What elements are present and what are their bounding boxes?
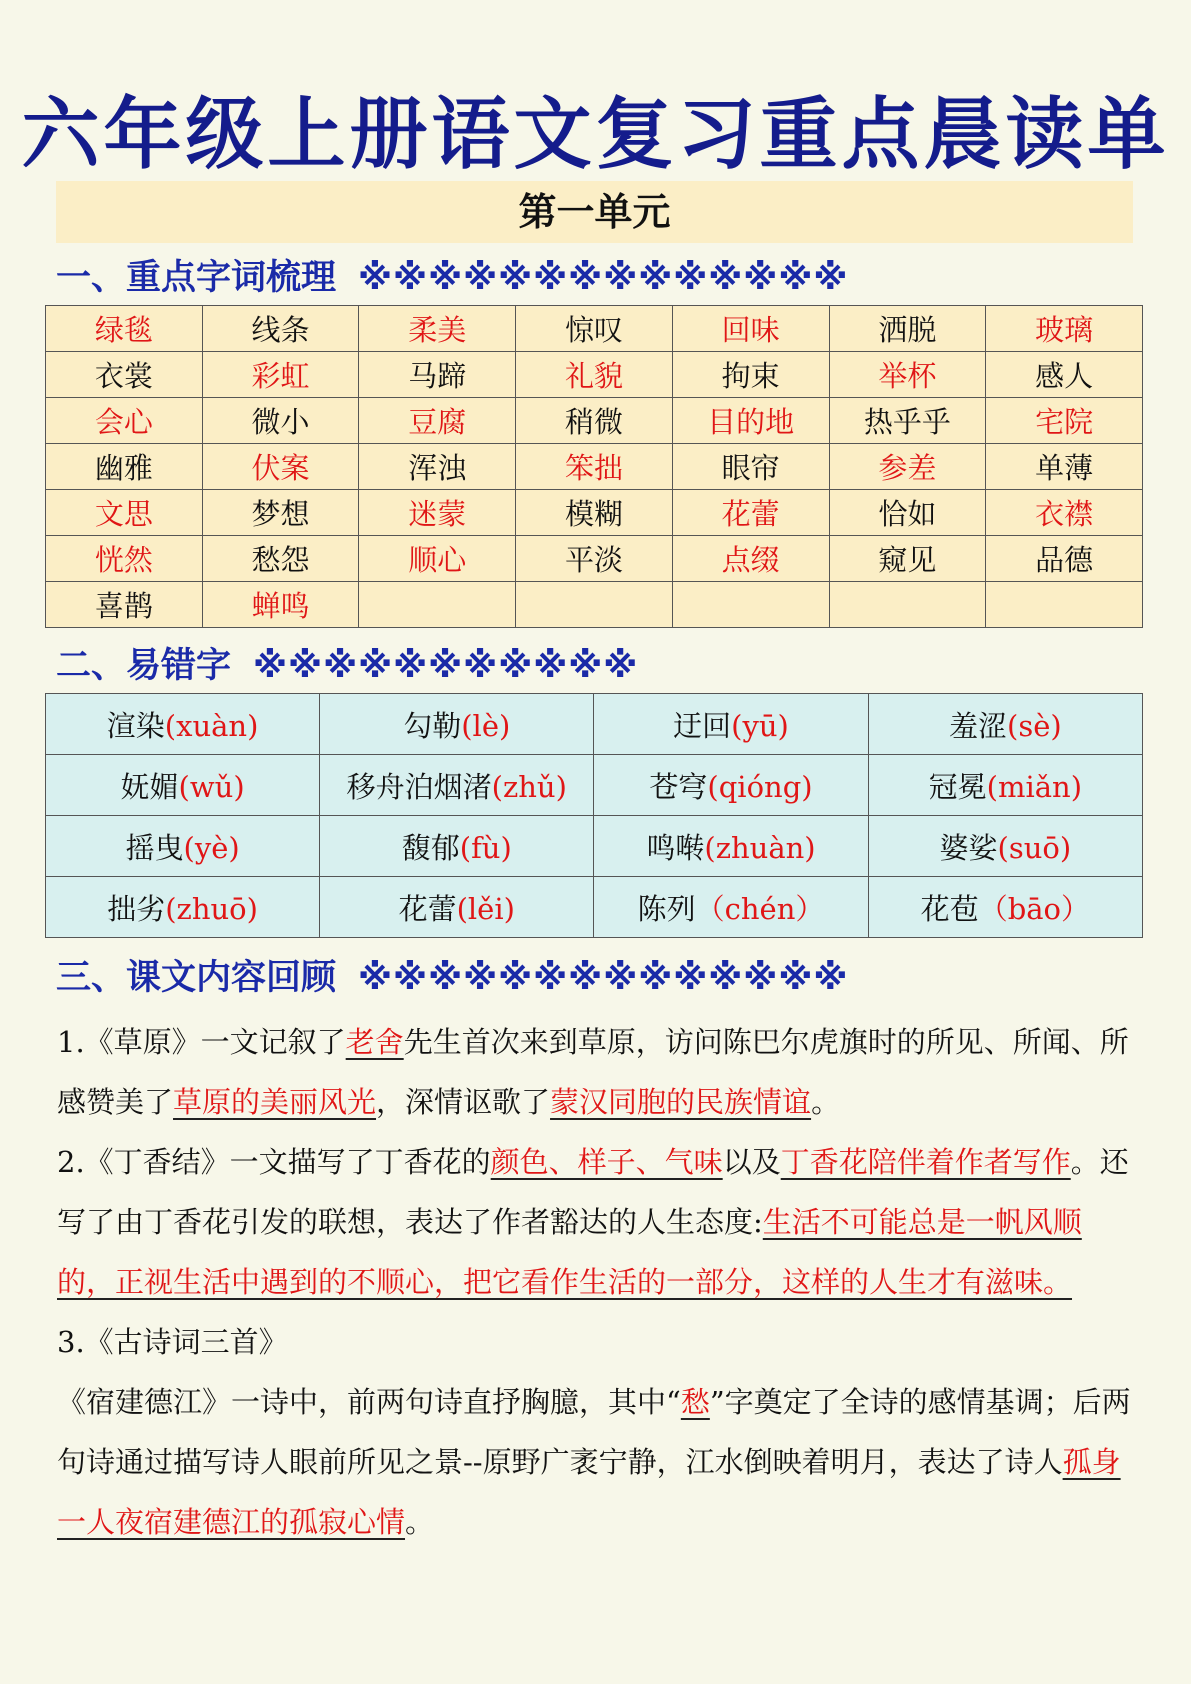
error-word-cell xyxy=(46,816,320,877)
table-row xyxy=(46,306,1143,352)
error-word-cell xyxy=(868,755,1142,816)
pinyin: (suō) xyxy=(997,830,1072,865)
word-cell: 热乎乎 xyxy=(829,398,986,444)
word-cell: 恰如 xyxy=(829,490,986,536)
word-cell: 幽雅 xyxy=(46,444,203,490)
text: 先生首次来到草原，访问陈巴尔虎旗时的所见、所闻、所感赞美了 xyxy=(57,1025,1129,1119)
word: 拙劣 xyxy=(107,891,166,926)
word-cell: 伏案 xyxy=(202,444,359,490)
word-cell: 微小 xyxy=(202,398,359,444)
word: 苍穹 xyxy=(649,769,708,804)
text: ，深情讴歌了 xyxy=(376,1085,551,1119)
word-cell: 品德 xyxy=(986,536,1143,582)
word: 妩媚 xyxy=(120,769,179,804)
pinyin: (lěi) xyxy=(456,891,515,926)
word-cell: 顺心 xyxy=(359,536,516,582)
word-cell: 恍然 xyxy=(46,536,203,582)
section-heading-words xyxy=(56,250,848,300)
text: 。 xyxy=(405,1505,435,1539)
section-heading-review xyxy=(56,950,848,1000)
error-word-cell xyxy=(46,694,320,755)
pinyin: （chén） xyxy=(695,891,825,926)
word: 婆娑 xyxy=(939,830,998,865)
pinyin: (miǎn) xyxy=(986,769,1083,804)
review-paragraph-1 xyxy=(57,1012,1137,1132)
word-cell: 拘束 xyxy=(672,352,829,398)
text: 《宿建德江》一诗中，前两句诗直抒胸臆，其中“ xyxy=(57,1385,681,1419)
answer-text: 愁 xyxy=(680,1385,710,1419)
pinyin: (yè) xyxy=(183,830,240,865)
section-title: 三、课文内容回顾 xyxy=(56,958,337,998)
answer-text: 草原的美丽风光 xyxy=(173,1085,377,1119)
pinyin: (qióng) xyxy=(707,769,813,804)
error-word-cell xyxy=(594,877,868,938)
pinyin: (fù) xyxy=(459,830,512,865)
word-cell: 文思 xyxy=(46,490,203,536)
error-word-cell xyxy=(46,755,320,816)
word-cell xyxy=(359,582,516,628)
word-cell: 宅院 xyxy=(986,398,1143,444)
word-cell xyxy=(829,582,986,628)
word-cell: 惊叹 xyxy=(516,306,673,352)
review-paragraph-2 xyxy=(57,1132,1137,1312)
pinyin: (wǔ) xyxy=(178,769,245,804)
table-row xyxy=(46,877,1143,938)
error-word-cell xyxy=(594,694,868,755)
word-cell: 马蹄 xyxy=(359,352,516,398)
error-word-cell xyxy=(868,816,1142,877)
word-cell: 稍微 xyxy=(516,398,673,444)
word: 陈列 xyxy=(637,891,696,926)
word: 勾勒 xyxy=(403,708,462,743)
word: 羞涩 xyxy=(948,708,1007,743)
review-paragraph-3 xyxy=(57,1312,1137,1372)
review-content xyxy=(57,1012,1137,1552)
pinyin: (zhǔ) xyxy=(491,769,567,804)
key-words-table xyxy=(45,305,1143,628)
word-cell: 回味 xyxy=(672,306,829,352)
word-cell: 笨拙 xyxy=(516,444,673,490)
pinyin: (yū) xyxy=(731,708,789,743)
word-cell: 浑浊 xyxy=(359,444,516,490)
pinyin: (sè) xyxy=(1007,708,1062,743)
word-cell: 点缀 xyxy=(672,536,829,582)
word-cell: 参差 xyxy=(829,444,986,490)
word-cell: 衣裳 xyxy=(46,352,203,398)
word-cell: 礼貌 xyxy=(516,352,673,398)
pinyin: (lè) xyxy=(461,708,511,743)
word-cell: 洒脱 xyxy=(829,306,986,352)
word: 花蕾 xyxy=(398,891,457,926)
table-row xyxy=(46,444,1143,490)
word-cell: 迷蒙 xyxy=(359,490,516,536)
text: 。 xyxy=(811,1085,841,1119)
word: 馥郁 xyxy=(401,830,460,865)
word-cell: 单薄 xyxy=(986,444,1143,490)
word-cell: 蝉鸣 xyxy=(202,582,359,628)
error-prone-table xyxy=(45,693,1143,938)
word-cell: 模糊 xyxy=(516,490,673,536)
error-word-cell xyxy=(868,694,1142,755)
text: 以及 xyxy=(722,1145,781,1179)
word: 花苞 xyxy=(920,891,979,926)
word-cell: 平淡 xyxy=(516,536,673,582)
word-cell: 豆腐 xyxy=(359,398,516,444)
word-cell: 眼帘 xyxy=(672,444,829,490)
error-word-cell xyxy=(320,694,594,755)
word-cell: 玻璃 xyxy=(986,306,1143,352)
word: 冠冕 xyxy=(928,769,987,804)
table-row xyxy=(46,755,1143,816)
word-cell: 愁怨 xyxy=(202,536,359,582)
error-word-cell xyxy=(320,755,594,816)
pinyin: (zhuō) xyxy=(165,891,258,926)
table-row xyxy=(46,694,1143,755)
error-word-cell xyxy=(594,755,868,816)
word-cell: 梦想 xyxy=(202,490,359,536)
stars-decoration: ※※※※※※※※※※※ xyxy=(253,646,639,686)
table-row xyxy=(46,536,1143,582)
word: 移舟泊烟渚 xyxy=(346,769,492,804)
table-row xyxy=(46,352,1143,398)
word-cell: 线条 xyxy=(202,306,359,352)
pinyin: (xuàn) xyxy=(164,708,259,743)
table-row xyxy=(46,582,1143,628)
unit-heading: 第一单元 xyxy=(56,181,1133,243)
error-word-cell xyxy=(320,877,594,938)
word-cell: 彩虹 xyxy=(202,352,359,398)
stars-decoration: ※※※※※※※※※※※※※※ xyxy=(358,258,849,298)
stars-decoration: ※※※※※※※※※※※※※※ xyxy=(358,958,849,998)
word-cell xyxy=(986,582,1143,628)
word-cell: 目的地 xyxy=(672,398,829,444)
table-row xyxy=(46,816,1143,877)
pinyin: （bāo） xyxy=(978,891,1091,926)
page-title: 六年级上册语文复习重点晨读单 xyxy=(21,90,1170,180)
text: 3.《古诗词三首》 xyxy=(57,1325,288,1359)
word: 摇曳 xyxy=(125,830,184,865)
word-cell xyxy=(516,582,673,628)
word-cell: 举杯 xyxy=(829,352,986,398)
text: 2.《丁香结》一文描写了丁香花的 xyxy=(57,1145,491,1179)
answer-text: 生活不可能总是一帆风顺的，正视生活中遇到的不顺心，把它看作生活的一部分，这样的人生才有滋味。 xyxy=(57,1205,1082,1299)
text: 1.《草原》一文记叙了 xyxy=(57,1025,346,1059)
error-word-cell xyxy=(320,816,594,877)
word-cell: 会心 xyxy=(46,398,203,444)
table-row xyxy=(46,490,1143,536)
section-title: 二、易错字 xyxy=(56,646,232,686)
word-cell: 窥见 xyxy=(829,536,986,582)
word: 鸣啭 xyxy=(646,830,705,865)
word: 渲染 xyxy=(106,708,165,743)
word-cell: 绿毯 xyxy=(46,306,203,352)
word-cell xyxy=(672,582,829,628)
word-cell: 感人 xyxy=(986,352,1143,398)
section-heading-errors xyxy=(56,638,638,688)
text: ”字奠定了全诗的感情基调；后两句诗通过描写诗人眼前所见之景--原野广袤宁静，江水倒映着明月，表达了诗人 xyxy=(57,1385,1131,1479)
section-title: 一、重点字词梳理 xyxy=(56,258,337,298)
error-word-cell xyxy=(46,877,320,938)
table-row xyxy=(46,398,1143,444)
text: 。还写了由丁香花引发的联想，表达了作者豁达的人生态度: xyxy=(57,1145,1129,1239)
error-word-cell xyxy=(868,877,1142,938)
error-word-cell xyxy=(594,816,868,877)
answer-text: 孤身一人夜宿建德江的孤寂心情 xyxy=(57,1445,1121,1539)
answer-text: 颜色、样子、气味 xyxy=(490,1145,723,1179)
word-cell: 花蕾 xyxy=(672,490,829,536)
answer-text: 老舍 xyxy=(345,1025,404,1059)
answer-text: 蒙汉同胞的民族情谊 xyxy=(550,1085,812,1119)
word-cell: 衣襟 xyxy=(986,490,1143,536)
word: 迂回 xyxy=(673,708,732,743)
answer-text: 丁香花陪伴着作者写作 xyxy=(780,1145,1071,1179)
pinyin: (zhuàn) xyxy=(704,830,816,865)
word-cell: 喜鹊 xyxy=(46,582,203,628)
word-cell: 柔美 xyxy=(359,306,516,352)
review-paragraph-4 xyxy=(57,1372,1137,1552)
